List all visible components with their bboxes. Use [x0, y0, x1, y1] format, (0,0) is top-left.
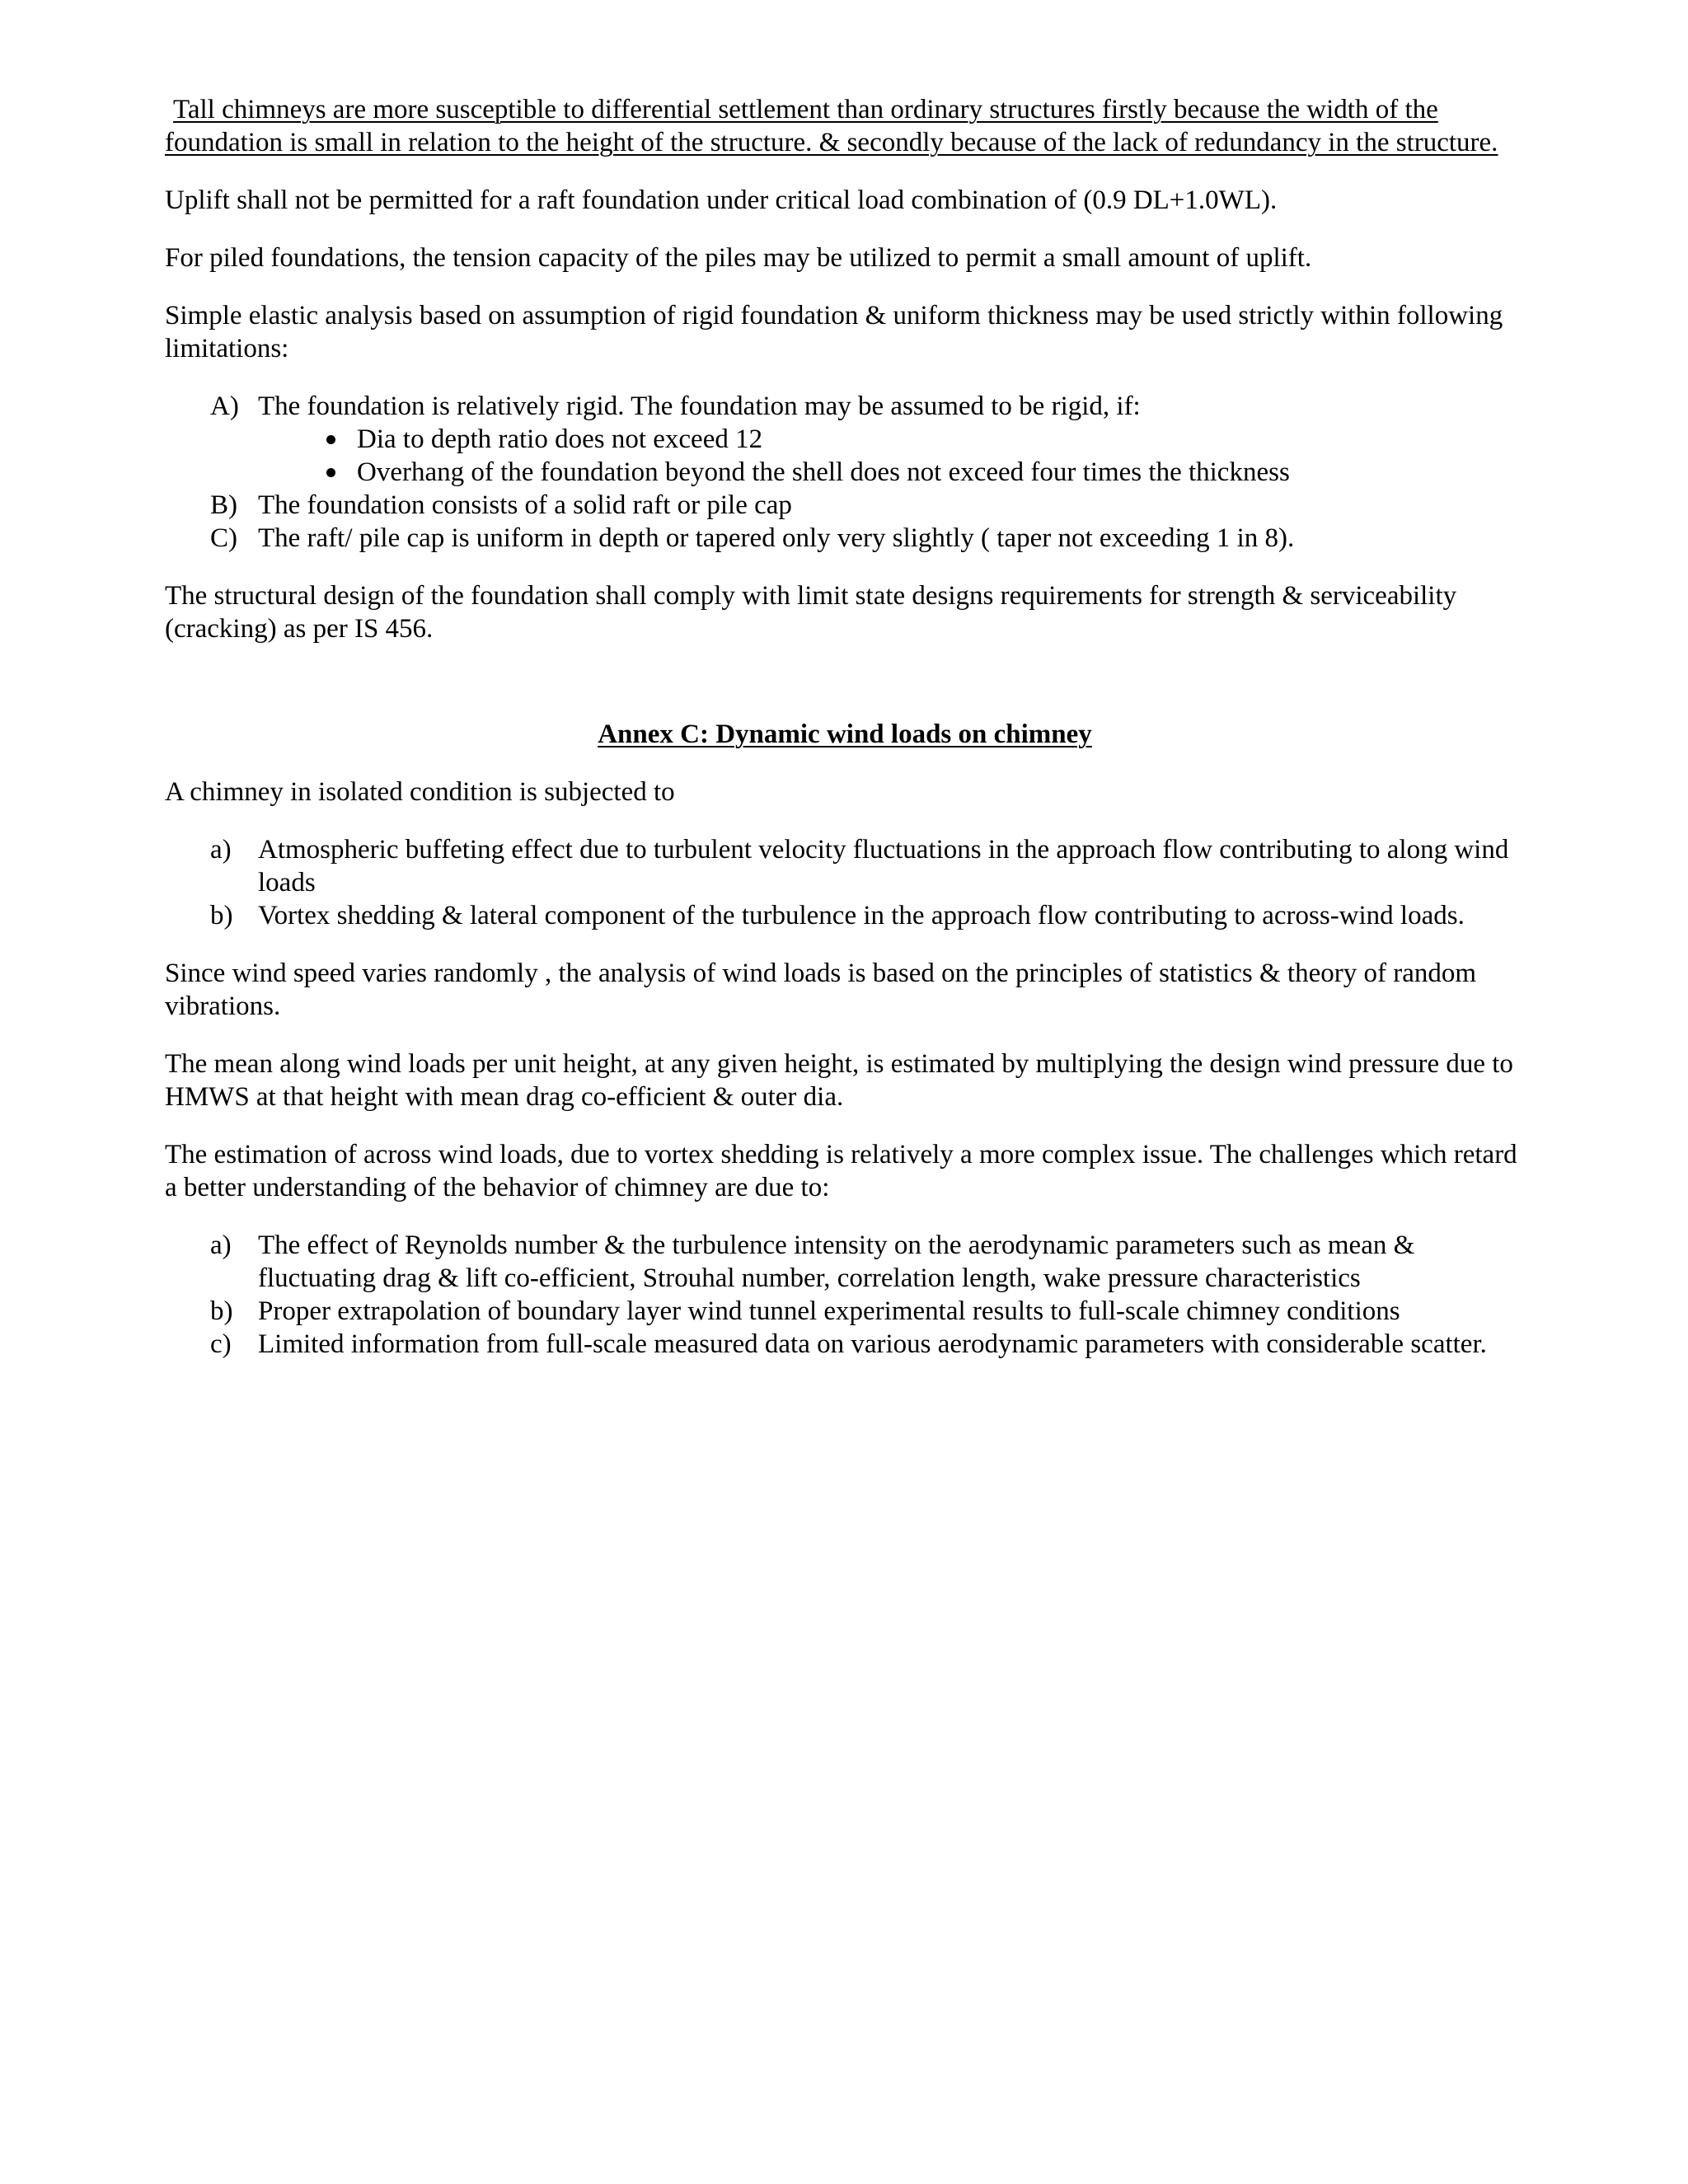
- challenge-item: [165, 1295, 1525, 1328]
- list-marker: c): [210, 1329, 232, 1359]
- challenges-list: [165, 1229, 1525, 1361]
- list-marker: C): [210, 523, 237, 553]
- bullet-text: Overhang of the foundation beyond the shell does not exceed four times the thickness: [357, 457, 1290, 487]
- rigidity-conditions: [258, 423, 1525, 489]
- list-marker: b): [210, 1296, 233, 1326]
- limitations-list: [165, 390, 1525, 555]
- list-item-text: Atmospheric buffeting effect due to turbulent velocity fluctuations in the approach flow contributing to along wind loads: [258, 835, 1509, 898]
- challenge-item: [165, 1328, 1525, 1361]
- list-item-text: The foundation is relatively rigid. The foundation may be assumed to be rigid, if:: [258, 391, 1141, 421]
- list-marker: B): [210, 490, 237, 520]
- list-marker: a): [210, 835, 232, 865]
- limitation-b: [165, 489, 1525, 522]
- bullet-item: [258, 456, 1525, 489]
- piled-foundation-paragraph: For piled foundations, the tension capacity of the piles may be utilized to permit a small amount of uplift.: [165, 243, 1312, 273]
- uplift-paragraph: Uplift shall not be permitted for a raft foundation under critical load combination of (0.9 DL+1.0WL).: [165, 185, 1278, 215]
- structural-design-paragraph: The structural design of the foundation shall comply with limit state designs requirements for strength & serviceability (cracking) as per IS 456.: [165, 581, 1457, 644]
- list-item-text: Vortex shedding & lateral component of the turbulence in the approach flow contributing to across-wind loads.: [258, 901, 1465, 930]
- list-item-text: Proper extrapolation of boundary layer wind tunnel experimental results to full-scale chimney conditions: [258, 1296, 1400, 1326]
- page-content: [165, 93, 1525, 1385]
- random-wind-paragraph: Since wind speed varies randomly , the analysis of wind loads is based on the principles of statistics & theory of random vibrations.: [165, 958, 1477, 1021]
- challenge-item: [165, 1229, 1525, 1295]
- across-wind-paragraph: The estimation of across wind loads, due to vortex shedding is relatively a more complex issue. The challenges which retard a better understanding of the behavior of chimney are due to:: [165, 1140, 1517, 1202]
- bullet-text: Dia to depth ratio does not exceed 12: [357, 424, 763, 454]
- bullet-item: [258, 423, 1525, 456]
- bullet-icon: [326, 468, 335, 477]
- load-item: [165, 833, 1525, 899]
- mean-along-wind-paragraph: The mean along wind loads per unit height, at any given height, is estimated by multiplying the design wind pressure due to HMWS at that height with mean drag co-efficient & outer dia.: [165, 1049, 1513, 1112]
- settlement-paragraph: Tall chimneys are more susceptible to differential settlement than ordinary structures firstly because the width of the foundation is small in relation to the height of the structure. & secondly because of the lack of redundancy in the structure.: [165, 95, 1498, 157]
- list-item-text: The effect of Reynolds number & the turbulence intensity on the aerodynamic parameters such as mean & fluctuating drag & lift co-efficient, Strouhal number, correlation length, wake pressure characteristics: [258, 1230, 1415, 1293]
- list-marker: a): [210, 1230, 232, 1260]
- elastic-analysis-paragraph: Simple elastic analysis based on assumption of rigid foundation & uniform thickness may be used strictly within following limitations:: [165, 301, 1503, 363]
- loads-list: [165, 833, 1525, 932]
- list-marker: b): [210, 901, 233, 930]
- list-marker: A): [210, 391, 239, 421]
- annex-heading: Annex C: Dynamic wind loads on chimney: [598, 719, 1092, 749]
- list-item-text: The raft/ pile cap is uniform in depth or tapered only very slightly ( taper not exceeding 1 in 8).: [258, 523, 1295, 553]
- list-item-text: The foundation consists of a solid raft or pile cap: [258, 490, 792, 520]
- isolated-chimney-paragraph: A chimney in isolated condition is subjected to: [165, 777, 675, 807]
- limitation-a: [165, 390, 1525, 489]
- limitation-c: [165, 522, 1525, 555]
- list-item-text: Limited information from full-scale measured data on various aerodynamic parameters with considerable scatter.: [258, 1329, 1487, 1359]
- load-item: [165, 899, 1525, 932]
- bullet-icon: [326, 435, 335, 444]
